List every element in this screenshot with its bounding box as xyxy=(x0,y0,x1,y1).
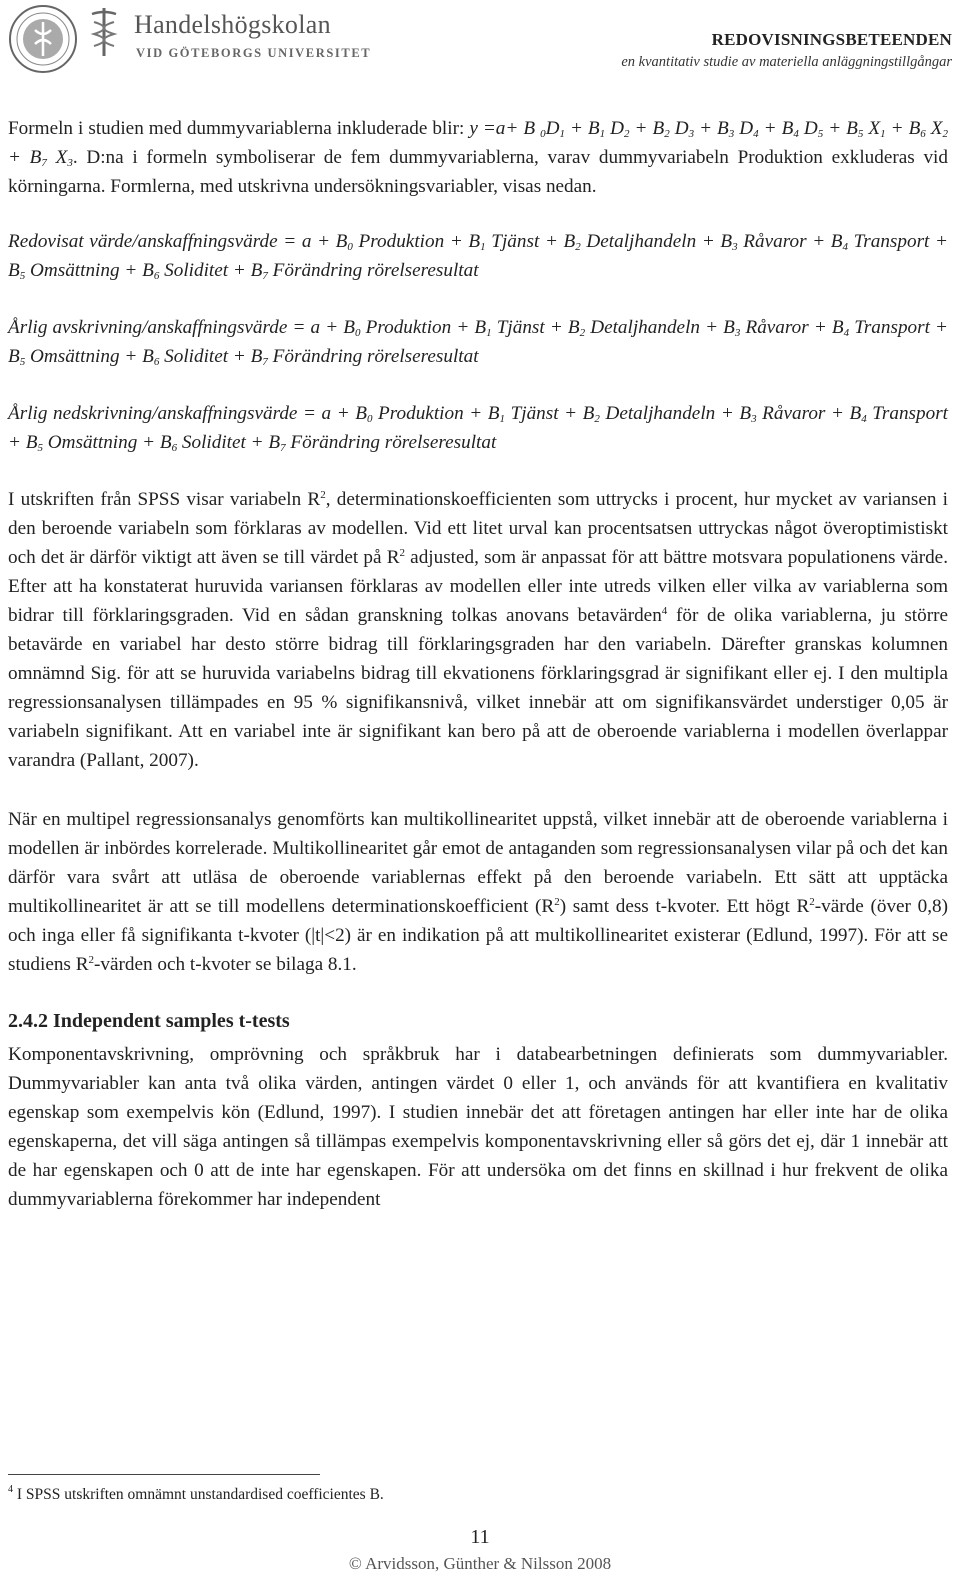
institution-name: Handelshögskolan xyxy=(134,10,331,39)
spss-paragraph: I utskriften från SPSS visar variabeln $R^2$, determinationskoefficienten som uttrycks i procent, hur mycket av variansen i den beroende variabeln som förklaras av modellen. Vid ett litet urval kan procentsatsen uttryckas något överoptimistiskt och det är därför viktigt att även se till värdet på $R^2$ adjusted, som är anpassat för att bättre motsvara populationens värde. Efter att ha konstaterat huruvida variansen förklaras av modellen eller inte utreds vilken eller vilka av variablerna som bidrar till förklaringsgraden. Vid en sådan granskning tolkas anovans betavärden$^4$ för de olika variablerna, ju större betavärde en variabel har desto större bidrag till förklaringsgraden har den variabeln. Därefter granskas kolumnen omnämnd Sig. för att se huruvida variabelns bidrag till ekvationens förklaringsgrad är signifikant eller ej. I den multipla regressionsanalysen tillämpades en 95 % signifikansnivå, vilket innebär att om signifikansvärdet understiger 0,05 är variabeln signifikant. Att en variabel inte är signifikant kan bero på att de oberoende variablerna i modellen överlappar varandra (Pallant, 2007). xyxy=(8,489,949,771)
footnote-reference: 4 xyxy=(661,605,668,617)
section-heading: 2.4.2 Independent samples t-tests xyxy=(8,1010,290,1032)
section-body: Komponentavskrivning, omprövning och språkbruk har i databearbetningen definierats som dummyvariabler. Dummyvariabler kan anta två olika värden, antingen värdet 0 eller 1, och används för att kvantifiera en kvalitativ egenskap som exempelvis kön (Edlund, 1997). I studien innebär det att företagen antingen har eller inte har de olika egenskaperna, det vill säga antingen så tillämpas exempelvis komponentavskrivning eller så görs det ej, där 1 innebär att de har egenskapen och 0 att de inte har egenskapen. För att undersöka om det finns en skillnad i hur frekvent de olika dummyvariablerna förekommer har independent xyxy=(8,1044,948,1210)
footnote: $^4$ I SPSS utskriften omnämnt unstandardised coefficientes B. xyxy=(8,1484,384,1503)
main-content xyxy=(8,114,948,1214)
formula-arlig-avskrivning: Årlig avskrivning/anskaffningsvärde = $a + B_0$ Produktion + $B_1$ Tjänst + $B_2$ Detaljhandeln + $B_3$ Råvaror + $B_4$ Transport + $B_5$ Omsättning + $B_6$ Soliditet + $B_7$ Förändring rörelseresultat xyxy=(8,317,948,368)
caduceus-icon xyxy=(84,6,124,58)
page-header xyxy=(0,0,960,84)
institution-subtitle: VID GÖTEBORGS UNIVERSITET xyxy=(136,46,372,60)
report-subtitle: en kvantitativ studie av materiella anläggningstillgångar xyxy=(621,54,952,70)
intro-paragraph: Formeln i studien med dummyvariablerna inkluderade blir: y =a+ B $_0D_1 + B_1$ $D_2 + B_2$ $D_3 + B_3$ $D_4 + B_4$ $D_5 + B_5$ $X_1 + B_6$ $X_2 + B_7$ $X_3$. D:na i formeln symboliserar de fem dummyvariablerna, varav dummyvariabeln Produktion exkluderas vid körningarna. Formlerna, med utskrivna undersökningsvariabler, visas nedan. xyxy=(8,118,949,197)
footnote-divider xyxy=(8,1474,320,1475)
formula-arlig-nedskrivning: Årlig nedskrivning/anskaffningsvärde = $a + B_0$ Produktion + $B_1$ Tjänst + $B_2$ Detaljhandeln + $B_3$ Råvaror + $B_4$ Transport + $B_5$ Omsättning + $B_6$ Soliditet + $B_7$ Förändring rörelseresultat xyxy=(8,403,949,454)
university-seal-logo xyxy=(8,4,78,74)
formula-redovisat-varde: Redovisat värde/anskaffningsvärde = $a + B_0$ Produktion + $B_1$ Tjänst + $B_2$ Detaljhandeln + $B_3$ Råvaror + $B_4$ Transport + $B_5$ Omsättning + $B_6$ Soliditet + $B_7$ Förändring rörelseresultat xyxy=(8,231,948,282)
report-title: REDOVISNINGSBETEENDEN xyxy=(711,30,952,49)
copyright-notice: © Arvidsson, Günther & Nilsson 2008 xyxy=(348,1554,612,1573)
multicollinearity-paragraph: När en multipel regressionsanalys genomförts kan multikollinearitet uppstå, vilket innebär att de oberoende variablerna i modellen är inbördes korrelerade. Multikollinearitet går emot de antaganden som regressionsanalysen vilar på och det kan därför vara svårt att utläsa de oberoende variablernas effekt på den beroende variabeln. Ett sätt att upptäcka multikollinearitet är att se till modellens determinationskoefficient $(R^2)$ samt dess t-kvoter. Ett högt $R^2$-värde (över 0,8) och inga eller få signifikanta t-kvoter (|t|<2) är en indikation på att multikollinearitet existerar (Edlund, 1997). För att se studiens $R^2$-värden och t-kvoter se bilaga 8.1. xyxy=(8,809,949,975)
page-number: 11 xyxy=(470,1526,490,1548)
